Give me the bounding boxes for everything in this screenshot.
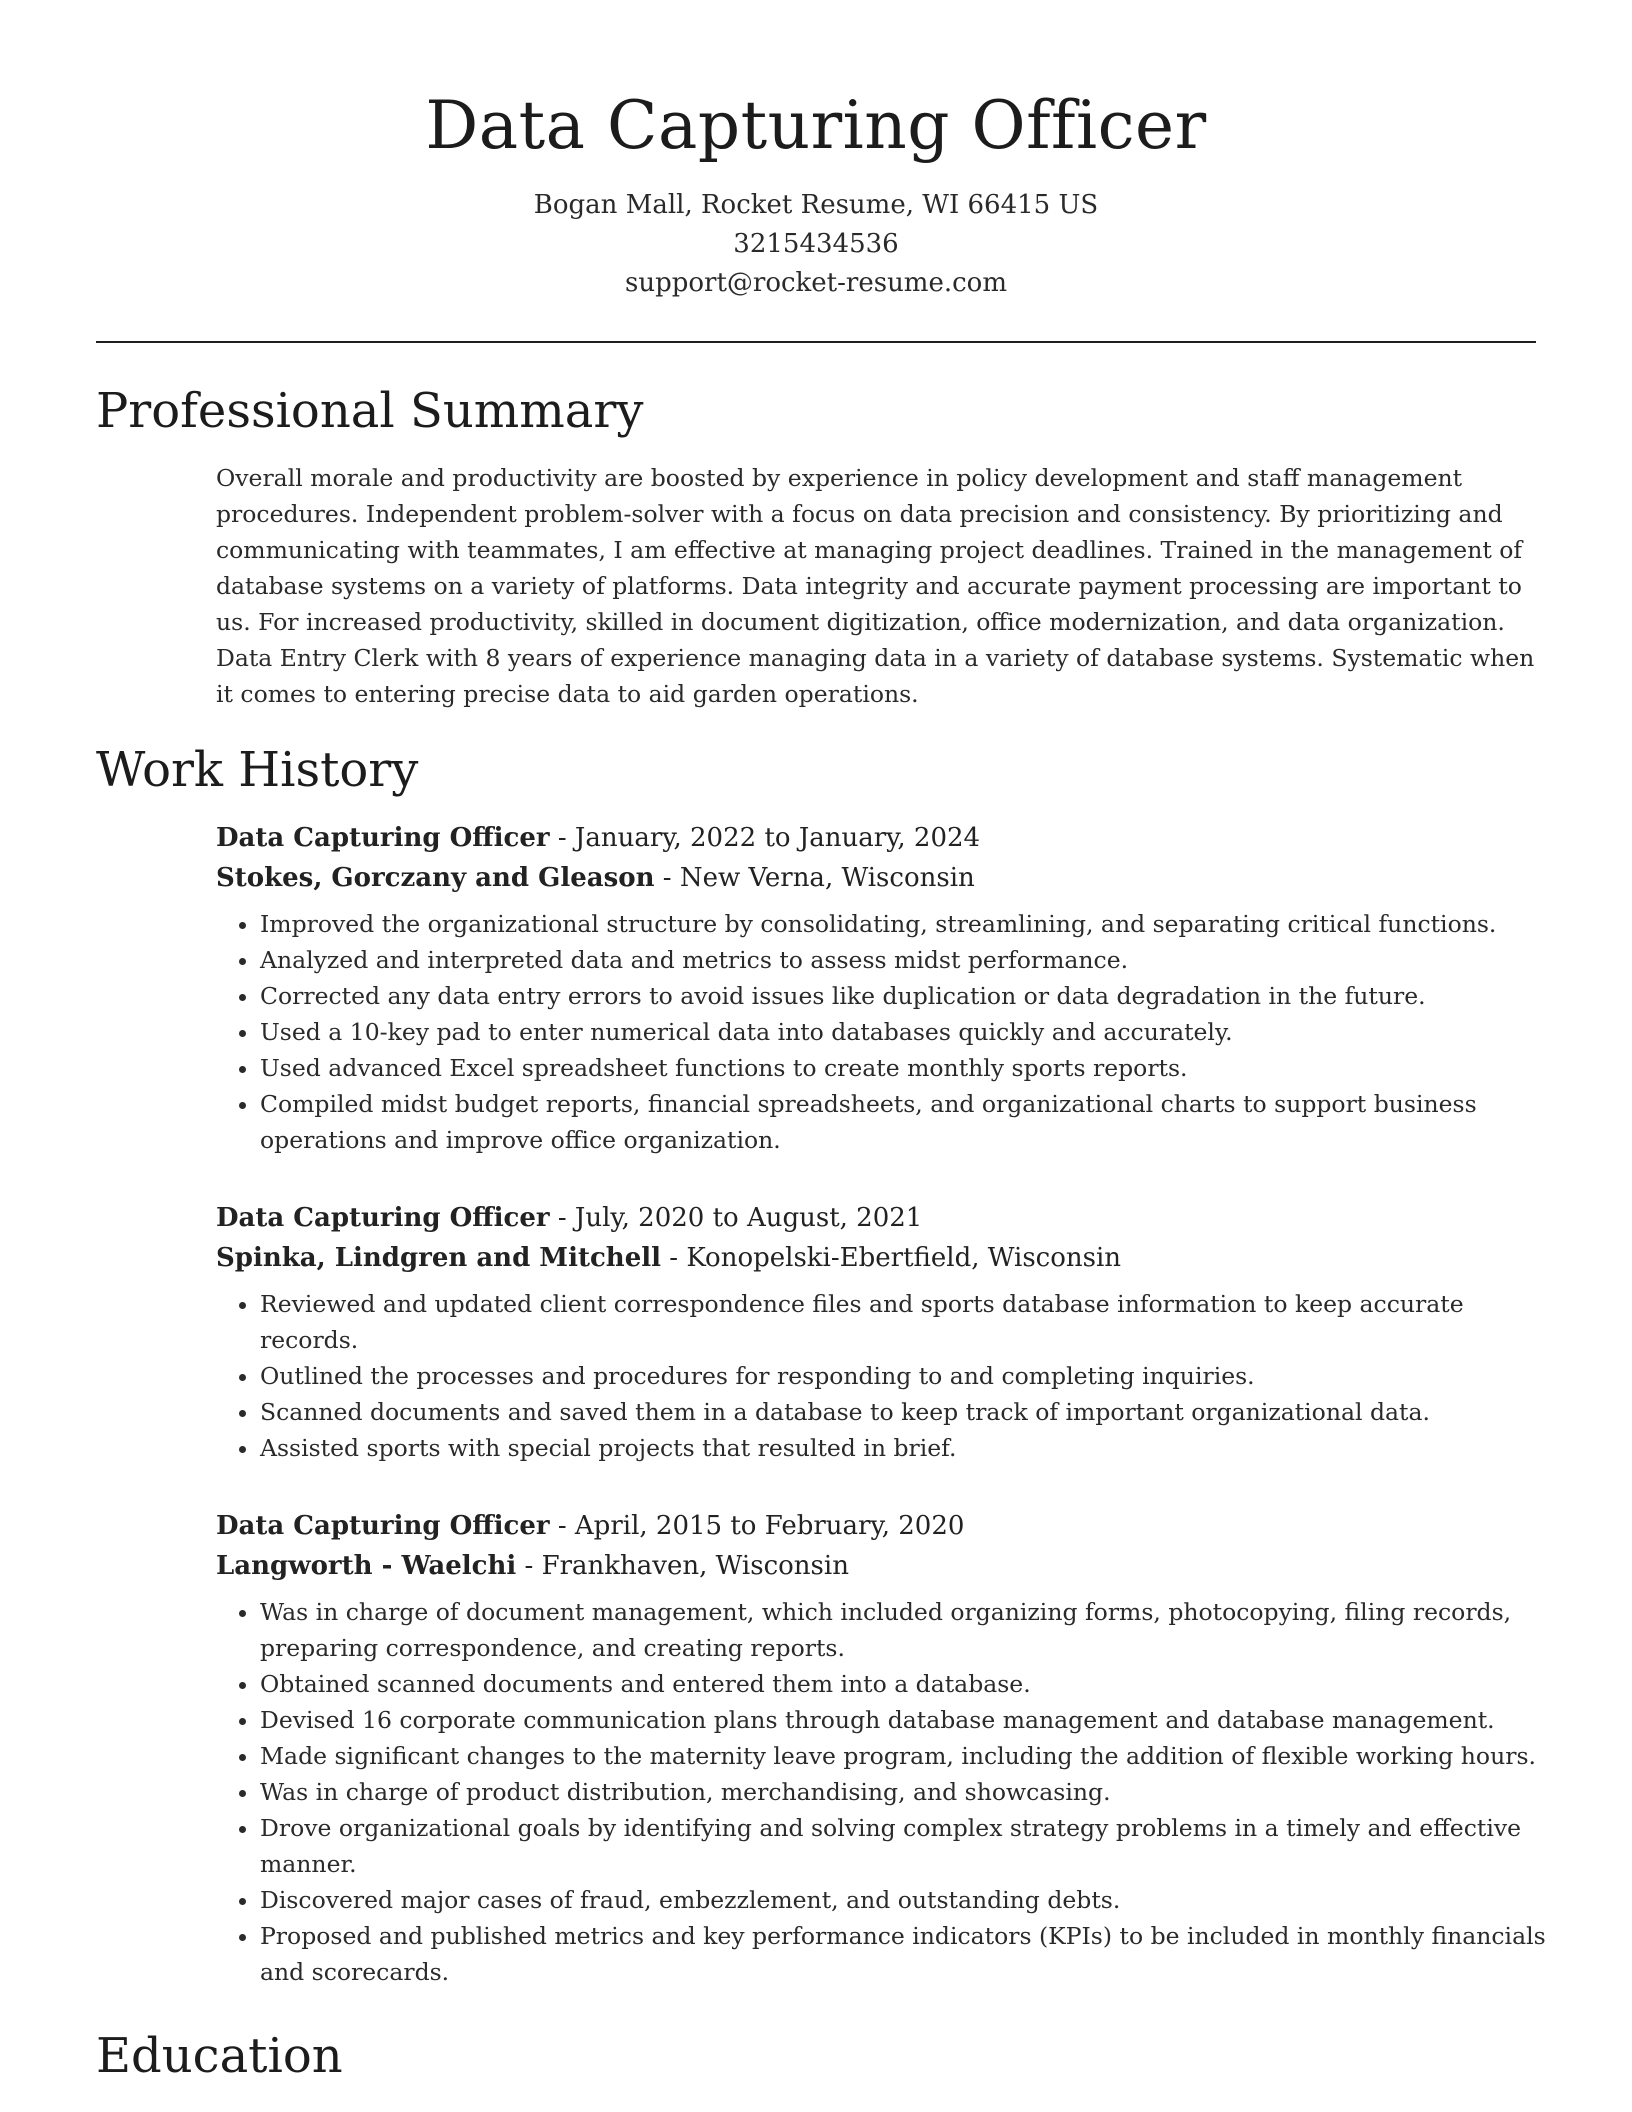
- list-item: • Devised 16 corporate communication plans through database management and database management.: [260, 1702, 1546, 1738]
- summary-heading: Professional Summary: [96, 383, 644, 439]
- job-entry-2: [216, 1198, 1546, 1466]
- candidate-title: Data Capturing Officer: [425, 87, 1207, 164]
- list-item: • Made significant changes to the maternity leave program, including the addition of flexible working hours.: [260, 1738, 1546, 1774]
- job-dates: - January, 2022 to January, 2024: [549, 823, 981, 853]
- job-entry-1: [216, 818, 1546, 1158]
- job-bullets: [216, 906, 1546, 1158]
- list-item: • Obtained scanned documents and entered them into a database.: [260, 1666, 1546, 1702]
- job-role: Data Capturing Officer: [216, 1203, 550, 1233]
- header-divider: [96, 341, 1536, 343]
- job-location: - New Verna, Wisconsin: [654, 863, 975, 893]
- resume-header: [0, 0, 1632, 303]
- job-entry-3: [216, 1506, 1546, 1990]
- job-company-line: [216, 1238, 1546, 1278]
- job-location: - Frankhaven, Wisconsin: [516, 1551, 849, 1581]
- job-dates: - April, 2015 to February, 2020: [549, 1511, 965, 1541]
- job-title-line: [216, 1198, 1546, 1238]
- contact-phone: 3215434536: [733, 229, 899, 259]
- job-role: Data Capturing Officer: [216, 1511, 550, 1541]
- list-item: • Drove organizational goals by identifying and solving complex strategy problems in a timely and effective manner.: [260, 1810, 1546, 1882]
- list-item: • Outlined the processes and procedures for responding to and completing inquiries.: [260, 1358, 1546, 1394]
- job-company-line: [216, 858, 1546, 898]
- list-item: • Discovered major cases of fraud, embezzlement, and outstanding debts.: [260, 1882, 1546, 1918]
- list-item: • Used a 10-key pad to enter numerical data into databases quickly and accurately.: [260, 1014, 1546, 1050]
- contact-address: Bogan Mall, Rocket Resume, WI 66415 US: [533, 190, 1099, 220]
- summary-text: Overall morale and productivity are boosted by experience in policy development and staff management procedures. Independent problem-solver with a focus on data precision and consistency. By prioritizing and communicating with teammates, I am effective at managing project deadlines. Trained in the management of database systems on a variety of platforms. Data integrity and accurate payment processing are important to us. For increased productivity, skilled in document digitization, office modernization, and data organization. Data Entry Clerk with 8 years of experience managing data in a variety of database systems. Systematic when it comes to entering precise data to aid garden operations.: [216, 464, 1535, 708]
- work-history-heading: Work History: [96, 742, 419, 798]
- job-company: Stokes, Gorczany and Gleason: [216, 863, 655, 893]
- job-company: Spinka, Lindgren and Mitchell: [216, 1243, 661, 1273]
- list-item: • Reviewed and updated client correspondence files and sports database information to keep accurate records.: [260, 1286, 1546, 1358]
- list-item: • Improved the organizational structure by consolidating, streamlining, and separating critical functions.: [260, 906, 1546, 942]
- list-item: • Analyzed and interpreted data and metrics to assess midst performance.: [260, 942, 1546, 978]
- job-title-line: [216, 818, 1546, 858]
- contact-info: [0, 186, 1632, 303]
- job-location: - Konopelski-Ebertfield, Wisconsin: [661, 1243, 1122, 1273]
- list-item: • Used advanced Excel spreadsheet functions to create monthly sports reports.: [260, 1050, 1546, 1086]
- job-dates: - July, 2020 to August, 2021: [549, 1203, 923, 1233]
- job-company: Langworth - Waelchi: [216, 1551, 517, 1581]
- job-bullets: [216, 1594, 1546, 1990]
- contact-email[interactable]: support@rocket-resume.com: [624, 268, 1007, 298]
- job-title-line: [216, 1506, 1546, 1546]
- job-bullets: [216, 1286, 1546, 1466]
- job-role: Data Capturing Officer: [216, 823, 550, 853]
- list-item: • Was in charge of document management, which included organizing forms, photocopying, filing records, preparing correspondence, and creating reports.: [260, 1594, 1546, 1666]
- list-item: • Compiled midst budget reports, financial spreadsheets, and organizational charts to support business operations and improve office organization.: [260, 1086, 1546, 1158]
- list-item: • Proposed and published metrics and key performance indicators (KPIs) to be included in monthly financials and scorecards.: [260, 1918, 1546, 1990]
- list-item: • Was in charge of product distribution, merchandising, and showcasing.: [260, 1774, 1546, 1810]
- education-heading: Education: [96, 2028, 343, 2084]
- job-company-line: [216, 1546, 1546, 1586]
- list-item: • Assisted sports with special projects that resulted in brief.: [260, 1430, 1546, 1466]
- list-item: • Corrected any data entry errors to avoid issues like duplication or data degradation in the future.: [260, 978, 1546, 1014]
- list-item: • Scanned documents and saved them in a database to keep track of important organizational data.: [260, 1394, 1546, 1430]
